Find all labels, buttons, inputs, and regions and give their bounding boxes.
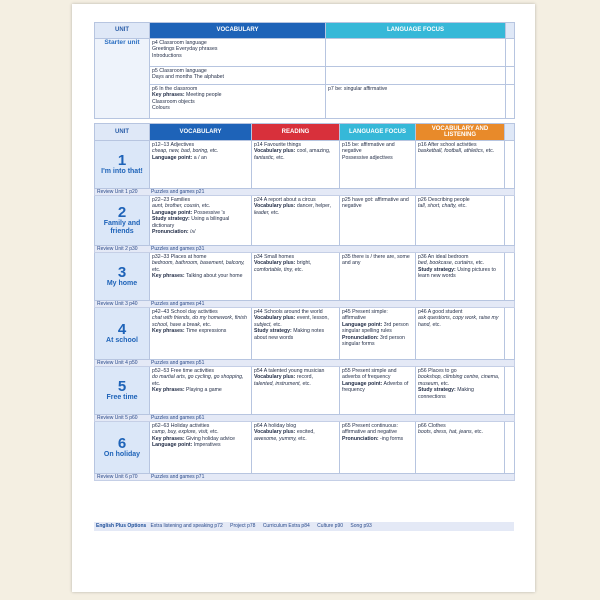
italic-words: awesome, yummy, <box>254 435 297 442</box>
text-line <box>254 267 337 273</box>
text-tail: etc. <box>485 148 495 155</box>
text-tail: etc. <box>201 321 212 328</box>
starter-header-unit: UNIT <box>95 23 150 39</box>
text-line <box>254 436 337 442</box>
starter-lang-cell <box>326 67 506 85</box>
text-tail: etc. <box>296 435 307 442</box>
listening-cell <box>416 196 505 246</box>
text-line <box>254 155 337 161</box>
header-vocabulary: VOCABULARY <box>150 124 252 141</box>
unit-name: I'm into that! <box>101 168 143 175</box>
unit-title-cell <box>95 141 150 189</box>
key-label: Key phrases: <box>152 328 185 335</box>
unit-row <box>95 308 515 360</box>
text-line: p52–53 Free time activities <box>152 368 214 374</box>
text-tail: etc. <box>475 260 485 267</box>
starter-blank-cell <box>506 85 515 119</box>
starter-vocab-cell <box>150 67 326 85</box>
text-line <box>418 429 502 435</box>
italic-words: ask questions, copy work, raise my hand, <box>418 315 499 328</box>
text-line: p12–13 Adjectives <box>152 142 195 148</box>
text-line: p25 have got: affirmative and negative <box>342 197 409 210</box>
vocabulary-cell <box>150 253 252 301</box>
listening-cell <box>416 308 505 360</box>
key-label: Language point: <box>152 442 193 449</box>
unit-name: On holiday <box>103 451 141 458</box>
text-line: Introductions <box>152 52 182 59</box>
italic-words: comfortable, tiny, <box>254 266 294 273</box>
unit-number: 3 <box>117 264 127 281</box>
text-line <box>152 328 249 334</box>
key-value: Talking about your home <box>184 273 243 280</box>
text-line <box>152 273 249 279</box>
header-vocabulary-and-listening: VOCABULARY AND LISTENING <box>416 124 505 141</box>
listening-cell <box>416 253 505 301</box>
footer-label: English Plus Options <box>96 523 147 529</box>
review-cell <box>95 301 515 308</box>
key-value: Playing a game <box>184 387 222 394</box>
italic-words: leader, <box>254 209 270 216</box>
unit-name: My home <box>106 280 138 287</box>
text-tail: etc. <box>301 380 311 387</box>
starter-vocab-cell <box>150 39 326 67</box>
language-focus-cell <box>340 308 416 360</box>
text-line <box>418 203 502 209</box>
key-value: /ʌ/ <box>188 229 196 236</box>
text-line: p55 Present simple and adverbs of frequency <box>342 368 397 381</box>
blank-cell <box>505 253 515 301</box>
text-line: p65 Present continuous: affirmative and negative <box>342 423 398 436</box>
italic-words: subject, <box>254 321 272 328</box>
text-tail: etc. <box>458 203 467 210</box>
reading-cell <box>252 196 340 246</box>
text-line: p54 A talented young musician <box>254 368 325 374</box>
text-line: p32–33 Places at home <box>152 254 207 260</box>
key-label: Study strategy: <box>254 328 292 335</box>
italic-words: cheap, new, bad, boring, <box>152 148 209 155</box>
italic-words: boots, dress, hat, jeans, <box>418 429 474 436</box>
review-cell <box>95 360 515 367</box>
english-plus-options-bar <box>94 522 514 531</box>
text-tail: etc. <box>274 154 285 161</box>
key-value: 3rd person singular forms <box>342 334 405 348</box>
italic-words: do martial arts, go cycling, go shopping, <box>152 374 244 381</box>
key-value: Imperatives <box>192 442 221 449</box>
italic-words: tall, short, chatty, <box>418 203 457 210</box>
reading-cell <box>252 253 340 301</box>
italic-words: talented, instrument, <box>254 380 302 387</box>
key-label: Study strategy: <box>418 387 456 394</box>
unit-number: 5 <box>117 378 127 395</box>
starter-lang-cell <box>326 39 506 67</box>
starter-blank-cell <box>506 39 515 67</box>
review-row <box>95 301 515 308</box>
text-line <box>342 381 413 394</box>
text-line <box>418 315 502 328</box>
review-cell <box>95 415 515 422</box>
text-line: p7 be: singular affirmative <box>328 86 388 92</box>
key-value: Using a bilingual dictionary <box>152 216 230 229</box>
key-value: event, lesson, <box>295 315 329 322</box>
text-line: p14 Favourite things <box>254 142 302 148</box>
text-line: p42–43 School day activities <box>152 309 218 315</box>
text-line: p66 Clothes <box>418 423 446 429</box>
text-line: p5 Classroom language <box>152 68 207 74</box>
vocabulary-cell <box>150 141 252 189</box>
starter-table <box>94 22 515 119</box>
review-row <box>95 415 515 422</box>
header-unit: UNIT <box>95 124 150 141</box>
text-line: p64 A holiday blog <box>254 423 297 429</box>
review-cell <box>95 246 515 253</box>
text-tail: etc. <box>474 429 483 436</box>
text-line: Colours <box>152 105 170 112</box>
italic-words: chat with friends, do my homework, finish school, have a break, <box>152 315 247 328</box>
italic-words: basketball, football, athletics, <box>418 148 485 155</box>
text-line: p24 A report about a circus <box>254 197 316 203</box>
reading-cell <box>252 308 340 360</box>
text-line <box>418 148 502 154</box>
text-line <box>418 267 502 280</box>
unit-title-cell <box>95 422 150 474</box>
key-value: Giving holiday advice <box>184 435 236 442</box>
key-value: Making notes about new words <box>254 328 325 341</box>
key-label: Key phrases: <box>152 273 185 280</box>
key-value: a / an <box>192 154 207 161</box>
text-tail: etc. <box>293 266 303 273</box>
italic-words: camp, buy, explore, visit, <box>152 429 209 436</box>
key-value: Meeting people <box>184 92 222 99</box>
text-line <box>418 387 502 400</box>
key-value: cool, amazing, <box>295 148 331 155</box>
key-label: Vocabulary plus: <box>254 203 296 210</box>
starter-lang-cell <box>326 85 506 119</box>
footer-item: Culture p90 <box>317 523 344 529</box>
key-label: Vocabulary plus: <box>254 429 296 436</box>
review-link[interactable]: Review Unit 6 p70 <box>97 474 138 480</box>
text-line: p56 Places to go <box>418 368 457 374</box>
key-label: Pronunciation: <box>342 334 379 341</box>
listening-cell <box>416 367 505 415</box>
puzzles-link[interactable]: Puzzles and games p61 <box>151 415 205 421</box>
key-label: Key phrases: <box>152 387 185 394</box>
footer-item: Song p93 <box>350 523 372 529</box>
unit-row <box>95 141 515 189</box>
key-label: Key phrases: <box>152 92 185 99</box>
key-label: Pronunciation: <box>152 229 189 236</box>
vocabulary-cell <box>150 367 252 415</box>
text-line: Possessive adjectives <box>342 154 393 161</box>
text-tail: etc. <box>432 321 441 328</box>
key-label: Key phrases: <box>152 435 185 442</box>
puzzles-link[interactable]: Puzzles and games p51 <box>151 360 205 366</box>
unit-row <box>95 367 515 415</box>
key-label: Vocabulary plus: <box>254 260 296 267</box>
text-tail: etc. <box>208 148 219 155</box>
text-tail: etc. <box>208 429 219 436</box>
puzzles-link[interactable]: Puzzles and games p21 <box>151 189 205 195</box>
text-line: Classroom objects <box>152 98 195 105</box>
language-focus-cell <box>340 422 416 474</box>
text-line <box>254 381 337 387</box>
text-line <box>152 229 249 235</box>
review-link[interactable]: Review Unit 2 p30 <box>97 246 138 252</box>
footer-item: Curriculum Extra p84 <box>262 523 310 529</box>
puzzles-link[interactable]: Puzzles and games p31 <box>151 246 205 252</box>
text-line: p16 After school activities <box>418 142 477 148</box>
vocabulary-cell <box>150 308 252 360</box>
italic-words: bedroom, bathroom, basement, balcony, <box>152 260 245 267</box>
text-line <box>342 436 413 442</box>
reading-cell <box>252 422 340 474</box>
review-link[interactable]: Review Unit 1 p20 <box>97 189 138 195</box>
review-row <box>95 474 515 481</box>
unit-row <box>95 196 515 246</box>
key-value: Possessive 's <box>192 209 226 216</box>
text-line <box>254 328 337 341</box>
text-line <box>152 374 249 387</box>
language-focus-cell <box>340 141 416 189</box>
text-line: p35 there is / there are, some and any <box>342 254 410 267</box>
key-label: Language point: <box>152 209 193 216</box>
text-line: p62–63 Holiday activities <box>152 423 210 429</box>
text-tail: etc. <box>440 380 450 387</box>
key-value: Making connections <box>418 387 474 400</box>
footer-item: Project p78 <box>230 523 256 529</box>
blank-cell <box>505 308 515 360</box>
unit-number: 6 <box>117 435 127 452</box>
text-line: p44 Schools around the world <box>254 309 323 315</box>
key-label: Study strategy: <box>418 266 456 273</box>
unit-number: 1 <box>117 152 127 169</box>
listening-cell <box>416 422 505 474</box>
text-line <box>342 335 413 348</box>
italic-words: bed, bookcase, curtains, <box>418 260 475 267</box>
unit-name: Family and friends <box>103 220 141 235</box>
text-tail: etc. <box>152 380 161 387</box>
header-blank <box>505 124 515 141</box>
unit-name: Free time <box>106 394 138 401</box>
text-line: p46 A good student <box>418 309 463 315</box>
starter-blank-cell <box>506 67 515 85</box>
units-table <box>94 123 515 481</box>
text-line: p36 An ideal bedroom <box>418 254 469 260</box>
text-tail: etc. <box>269 209 280 216</box>
unit-name: At school <box>106 337 138 344</box>
key-value: bright, <box>295 260 312 267</box>
text-tail: etc. <box>200 203 211 210</box>
review-row <box>95 189 515 196</box>
key-value: Time expressions <box>184 328 227 335</box>
unit-row <box>95 253 515 301</box>
blank-cell <box>505 422 515 474</box>
review-link[interactable]: Review Unit 5 p60 <box>97 415 138 421</box>
review-row <box>95 246 515 253</box>
unit-title-cell <box>95 253 150 301</box>
key-value: Adverbs of frequency <box>342 380 409 394</box>
review-link[interactable]: Review Unit 3 p40 <box>97 301 138 307</box>
text-line: p26 Describing people <box>418 197 470 203</box>
language-focus-cell <box>340 196 416 246</box>
text-line: Greetings Everyday phrases <box>152 46 218 53</box>
listening-cell <box>416 141 505 189</box>
review-link[interactable]: Review Unit 4 p50 <box>97 360 138 366</box>
text-line: p15 be: affirmative and negative <box>342 142 395 155</box>
unit-title-cell <box>95 308 150 360</box>
text-line: p4 Classroom language <box>152 40 207 46</box>
text-line <box>152 216 249 229</box>
key-value: 3rd person singular spelling rules <box>342 321 409 335</box>
text-line <box>254 210 337 216</box>
starter-header-language-focus: LANGUAGE FOCUS <box>326 23 506 39</box>
key-label: Vocabulary plus: <box>254 315 296 322</box>
reading-cell <box>252 141 340 189</box>
italic-words: bookshop, climbing centre, cinema, museum, <box>418 374 500 387</box>
review-row <box>95 360 515 367</box>
italic-words: fantastic, <box>254 154 275 161</box>
starter-vocab-cell <box>150 85 326 119</box>
text-line <box>152 155 249 161</box>
unit-number: 2 <box>117 204 127 221</box>
text-tail: etc. <box>152 266 161 273</box>
text-line <box>152 260 249 273</box>
starter-header-blank <box>506 23 515 39</box>
footer-item: Extra listening and speaking p72 <box>150 523 223 529</box>
puzzles-link[interactable]: Puzzles and games p71 <box>151 474 205 480</box>
unit-title-cell <box>95 196 150 246</box>
key-label: Language point: <box>342 380 383 387</box>
blank-cell <box>505 141 515 189</box>
review-cell <box>95 189 515 196</box>
text-line <box>152 315 249 328</box>
text-line: p45 Present simple: affirmative <box>342 309 388 322</box>
blank-cell <box>505 367 515 415</box>
puzzles-link[interactable]: Puzzles and games p41 <box>151 301 205 307</box>
key-label: Language point: <box>152 154 193 161</box>
starter-unit-label: Starter unit <box>104 39 140 46</box>
text-line: p34 Small homes <box>254 254 295 260</box>
key-label: Language point: <box>342 321 383 328</box>
syllabus-page <box>72 4 535 592</box>
text-line: p22–23 Families <box>152 197 191 203</box>
language-focus-cell <box>340 367 416 415</box>
starter-unit-name <box>95 39 150 119</box>
key-label: Pronunciation: <box>342 435 379 442</box>
starter-header-vocabulary: VOCABULARY <box>150 23 326 39</box>
italic-words: aunt, brother, cousin, <box>152 203 201 210</box>
text-line: p6 In the classroom <box>152 86 198 92</box>
header-reading: READING <box>252 124 340 141</box>
unit-row <box>95 422 515 474</box>
unit-number: 4 <box>117 321 127 338</box>
key-label: Vocabulary plus: <box>254 148 296 155</box>
header-language-focus: LANGUAGE FOCUS <box>340 124 416 141</box>
blank-cell <box>505 196 515 246</box>
key-value: excited, <box>295 429 315 436</box>
key-label: Vocabulary plus: <box>254 374 296 381</box>
vocabulary-cell <box>150 196 252 246</box>
text-line <box>342 322 413 335</box>
text-line <box>152 387 249 393</box>
text-tail: etc. <box>271 321 282 328</box>
key-value: Using pictures to learn new words <box>418 266 496 280</box>
key-value: dancer, helper, <box>295 203 331 210</box>
text-line: Days and months The alphabet <box>152 74 224 81</box>
key-value: -ing forms <box>378 435 404 442</box>
key-label: Study strategy: <box>152 216 190 223</box>
language-focus-cell <box>340 253 416 301</box>
vocabulary-cell <box>150 422 252 474</box>
reading-cell <box>252 367 340 415</box>
unit-title-cell <box>95 367 150 415</box>
key-value: record, <box>295 374 314 381</box>
review-cell <box>95 474 515 481</box>
text-line <box>418 374 502 387</box>
text-line <box>152 442 249 448</box>
